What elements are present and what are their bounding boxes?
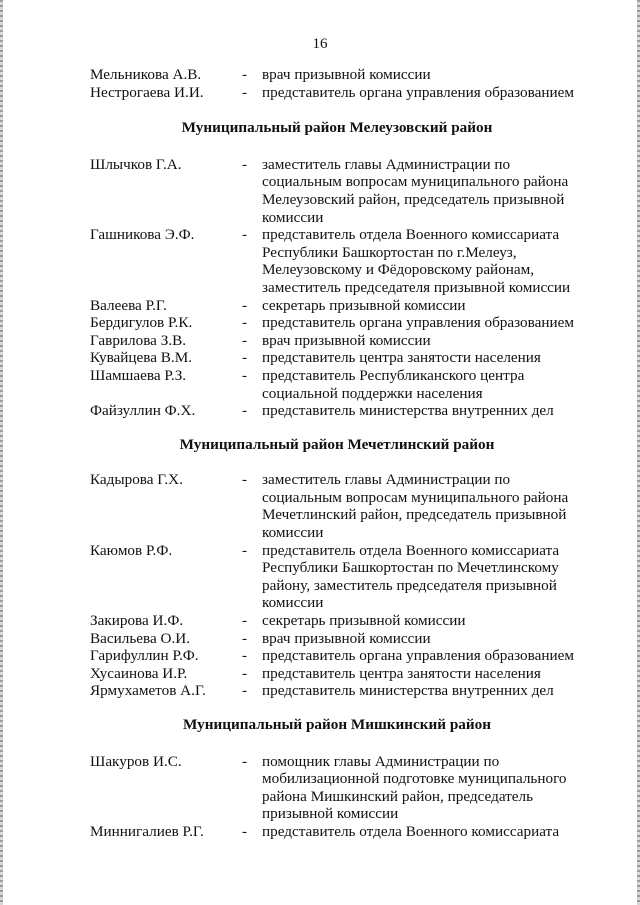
dash: -: [242, 822, 248, 840]
role-line: представитель центра занятости населения: [262, 664, 541, 682]
page-number: 16: [312, 36, 328, 52]
dash: -: [242, 612, 248, 630]
member-role: [262, 682, 590, 700]
dash: -: [242, 471, 248, 489]
member-name: Валеева Р.Г.: [90, 296, 167, 314]
member-role: [262, 297, 590, 315]
role-line: заместитель главы Администрации по: [262, 471, 511, 489]
role-line: Мелеузовский район, председатель призывной: [262, 190, 565, 208]
member-role: врач призывной комиссии: [262, 66, 431, 83]
dash: -: [242, 682, 248, 700]
role-line: комиссии: [262, 594, 324, 612]
member-name: Шакуров И.С.: [90, 752, 182, 770]
role-line: представитель министерства внутренних дел: [262, 402, 554, 420]
member-name: Гарифуллин Р.Ф.: [90, 647, 199, 665]
role-line: секретарь призывной комиссии: [262, 612, 466, 630]
member-name: Хусаинова И.Р.: [90, 664, 188, 682]
role-line: представитель отдела Военного комиссариата: [262, 822, 560, 840]
member-name: Шлычков Г.А.: [90, 155, 182, 173]
dash: -: [242, 366, 248, 384]
role-line: призывной комиссии: [262, 805, 399, 823]
list-item: [90, 665, 590, 683]
dash: -: [242, 226, 248, 244]
member-name: Бердигулов Р.К.: [90, 314, 193, 332]
member-role: представитель органа управления образованием: [262, 83, 574, 101]
role-line: секретарь призывной комиссии: [262, 296, 466, 314]
role-line: Мелеузовскому и Фёдоровскому районам,: [262, 261, 535, 279]
list-item: [90, 471, 590, 541]
list-item: [90, 612, 590, 630]
dash: -: [242, 296, 248, 314]
list-item: [90, 823, 590, 841]
list-item: [90, 314, 590, 332]
member-name: Файзуллин Ф.Х.: [90, 402, 196, 420]
list-item: [90, 647, 590, 665]
role-line: представитель органа управления образованием: [262, 647, 574, 665]
role-line: мобилизационной подготовке муниципального: [262, 770, 567, 788]
role-line: Республики Башкортостан по г.Мелеуз,: [262, 243, 517, 261]
member-role: [262, 367, 590, 402]
dash: -: [242, 314, 248, 332]
member-name: Васильева О.И.: [90, 629, 191, 647]
member-name: Нестрогаева И.И.: [90, 83, 204, 101]
member-name: Гаврилова З.В.: [90, 331, 187, 349]
member-role: [262, 156, 590, 226]
role-line: заместитель главы Администрации по: [262, 155, 511, 173]
list-item: [90, 367, 590, 402]
dash: -: [242, 541, 248, 559]
member-name: Кувайцева В.М.: [90, 349, 193, 367]
member-role: [262, 665, 590, 683]
role-line: Мечетлинский район, председатель призывной: [262, 506, 567, 524]
list-item: [90, 84, 590, 102]
role-line: социальным вопросам муниципального района: [262, 488, 569, 506]
role-line: комиссии: [262, 524, 324, 542]
member-name: Кадырова Г.Х.: [90, 471, 183, 489]
member-role: [262, 647, 590, 665]
list-item: [90, 682, 590, 700]
role-line: представитель отдела Военного комиссариата: [262, 226, 560, 244]
member-name: Ярмухаметов А.Г.: [90, 682, 206, 700]
member-role: [262, 349, 590, 367]
role-line: социальным вопросам муниципального района: [262, 173, 569, 191]
role-line: представитель отдела Военного комиссариата: [262, 541, 560, 559]
role-line: комиссии: [262, 208, 324, 226]
list-item: [90, 402, 590, 420]
member-name: Миннигалиев Р.Г.: [90, 822, 204, 840]
dash: -: [242, 647, 248, 665]
list-item: [90, 630, 590, 648]
role-line: социальной поддержки населения: [262, 384, 483, 402]
member-name: Гашникова Э.Ф.: [90, 226, 195, 244]
member-role: [262, 402, 590, 420]
member-role: [262, 753, 590, 823]
list-item: [90, 349, 590, 367]
member-role: [262, 226, 590, 296]
member-name: Мельникова А.В.: [90, 66, 202, 83]
dash: -: [242, 664, 248, 682]
role-line: врач призывной комиссии: [262, 331, 431, 349]
dash: -: [242, 331, 248, 349]
dash: -: [242, 629, 248, 647]
role-line: района Мишкинский район, председатель: [262, 787, 534, 805]
dash: -: [242, 752, 248, 770]
role-line: Республики Башкортостан по Мечетлинскому: [262, 559, 559, 577]
role-line: представитель центра занятости населения: [262, 349, 541, 367]
dash: -: [242, 83, 248, 101]
list-item: [90, 66, 590, 84]
scan-edge-left: [0, 0, 3, 905]
member-role: [262, 314, 590, 332]
role-line: врач призывной комиссии: [262, 629, 431, 647]
list-item: [90, 753, 590, 823]
role-line: представитель органа управления образованием: [262, 314, 574, 332]
role-line: представитель министерства внутренних дел: [262, 682, 554, 700]
member-name: Каюмов Р.Ф.: [90, 541, 173, 559]
member-role: [262, 823, 590, 841]
dash: -: [242, 349, 248, 367]
member-name: Шамшаева Р.З.: [90, 366, 187, 384]
role-line: представитель Республиканского центра: [262, 366, 525, 384]
list-item: [90, 297, 590, 315]
list-item: [90, 226, 590, 296]
member-role: [262, 471, 590, 541]
member-role: [262, 612, 590, 630]
dash: -: [242, 66, 248, 83]
member-name: Закирова И.Ф.: [90, 612, 184, 630]
dash: -: [242, 402, 248, 420]
list-item: [90, 156, 590, 226]
member-role: [262, 332, 590, 350]
section-heading: Муниципальный район Мелеузовский район: [181, 119, 493, 137]
section-heading: Муниципальный район Мишкинский район: [183, 716, 491, 733]
role-line: помощник главы Администрации по: [262, 752, 500, 770]
role-line: району, заместитель председателя призывной: [262, 576, 557, 594]
member-role: [262, 630, 590, 648]
dash: -: [242, 155, 248, 173]
member-role: [262, 542, 590, 612]
commission-list: [90, 66, 590, 841]
list-item: [90, 542, 590, 612]
section-heading: Муниципальный район Мечетлинский район: [179, 435, 495, 453]
list-item: [90, 332, 590, 350]
role-line: заместитель председателя призывной комиссии: [262, 278, 571, 296]
